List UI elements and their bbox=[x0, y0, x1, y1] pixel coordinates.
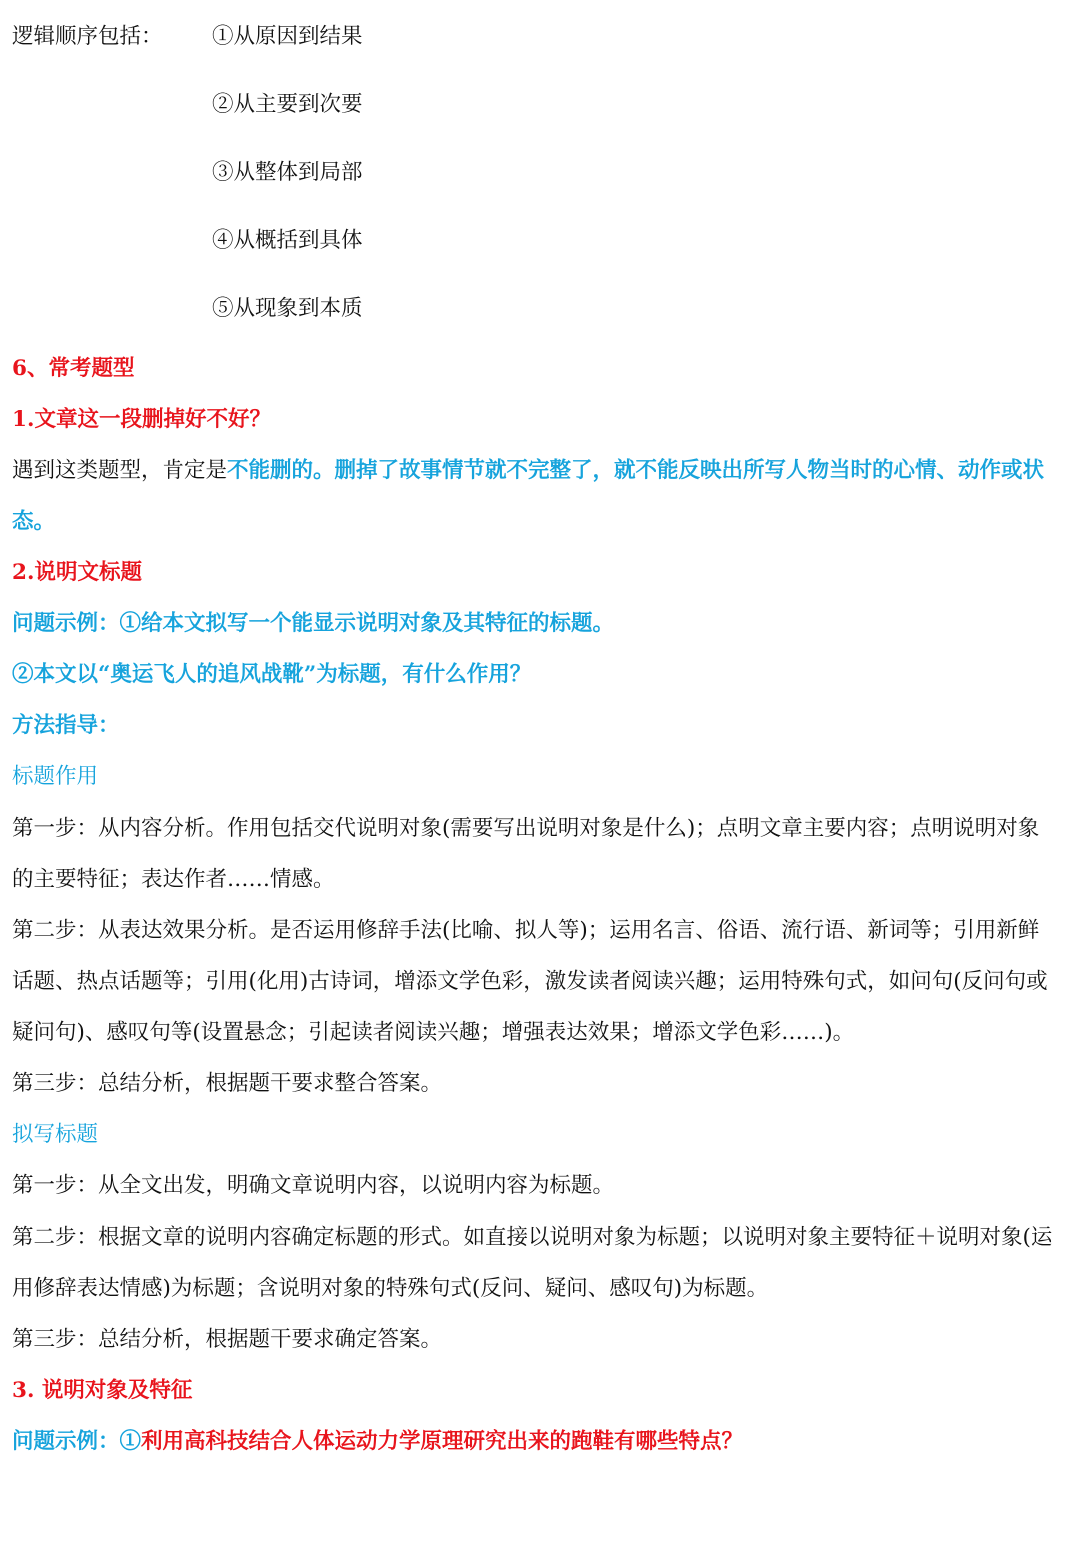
q3-example-line bbox=[12, 1427, 1060, 1457]
q2-title-role-label: 标题作用 bbox=[12, 764, 99, 789]
q2-draft-label: 拟写标题 bbox=[12, 1122, 99, 1147]
q2-example-label: 问题示例： bbox=[12, 611, 120, 636]
logic-order-item-2: ②从主要到次要 bbox=[212, 92, 363, 117]
q2-draft-step2: 第二步：根据文章的说明内容确定标题的形式。如直接以说明对象为标题；以说明对象主要特征＋说明对象(运用修辞表达情感)为标题；含说明对象的特殊句式(反问、疑问、感叹句)为标题。 bbox=[12, 1225, 1053, 1301]
logic-order-item-4: ④从概括到具体 bbox=[212, 228, 363, 253]
q2-draft-step3: 第三步：总结分析，根据题干要求确定答案。 bbox=[12, 1327, 443, 1352]
q1-answer-highlight: 不能删的。删掉了故事情节就不完整了，就不能反映出所写人物当时的心情、动作或状态。 bbox=[12, 458, 1045, 534]
q1-answer bbox=[12, 445, 1060, 547]
q2-example-1-line bbox=[12, 609, 1060, 639]
q3-heading: 3. 说明对象及特征 bbox=[12, 1378, 193, 1403]
section-6-heading: 6、常考题型 bbox=[12, 356, 135, 381]
q1-answer-prefix: 遇到这类题型，肯定是 bbox=[12, 458, 228, 483]
q2-example-1: ①给本文拟写一个能显示说明对象及其特征的标题。 bbox=[119, 611, 615, 636]
q2-role-step2: 第二步：从表达效果分析。是否运用修辞手法(比喻、拟人等)；运用名言、俗语、流行语、新词等；引用新鲜话题、热点话题等；引用(化用)古诗词，增添文学色彩，激发读者阅读兴趣；运用特殊句式，如问句(反问句或疑问句)、感叹句等(设置悬念；引起读者阅读兴趣；增强表达效果；增添文学色彩……)。 bbox=[12, 918, 1048, 1045]
logic-order-item-1: ①从原因到结果 bbox=[212, 24, 363, 49]
q3-example-label: 问题示例： bbox=[12, 1429, 120, 1454]
logic-order-item-5: ⑤从现象到本质 bbox=[212, 296, 363, 321]
q2-method-label: 方法指导： bbox=[12, 713, 120, 738]
logic-order-item-3: ③从整体到局部 bbox=[212, 160, 363, 185]
q2-role-step1: 第一步：从内容分析。作用包括交代说明对象(需要写出说明对象是什么)；点明文章主要内容；点明说明对象的主要特征；表达作者……情感。 bbox=[12, 816, 1040, 892]
q2-role-step3: 第三步：总结分析，根据题干要求整合答案。 bbox=[12, 1071, 443, 1096]
logic-order-label: 逻辑顺序包括： bbox=[12, 24, 163, 49]
q2-draft-step1: 第一步：从全文出发，明确文章说明内容，以说明内容为标题。 bbox=[12, 1173, 615, 1198]
q2-example-2: ②本文以“奥运飞人的追风战靴”为标题，有什么作用？ bbox=[12, 662, 532, 687]
q2-heading: 2.说明文标题 bbox=[12, 560, 142, 585]
q3-example-1: 利用高科技结合人体运动力学原理研究出来的跑鞋有哪些特点？ bbox=[141, 1429, 744, 1454]
q3-example-num: ① bbox=[119, 1429, 142, 1454]
q1-heading: 1.文章这一段删掉好不好？ bbox=[12, 407, 271, 432]
